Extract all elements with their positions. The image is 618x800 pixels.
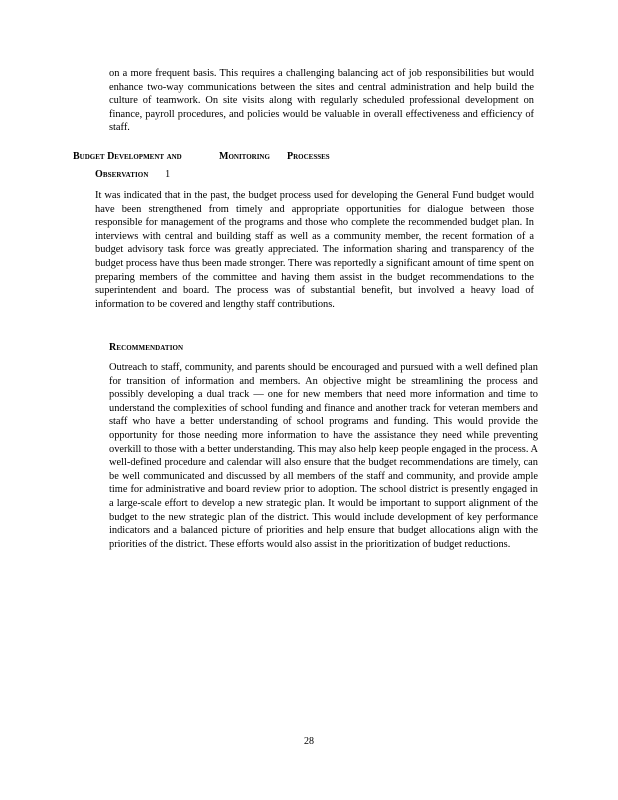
observation-label: Observation [95,169,149,180]
section-heading [73,151,330,162]
observation-heading [95,169,170,180]
observation-paragraph: It was indicated that in the past, the budget process used for developing the General Fund budget would have been strengthened from timely and appropriate opportunities for dialogue between those responsible for management of the programs and those who complete the recommended budget plan. In interviews with central and building staff as well as a community member, the recent formation of a budget advisory task force was greatly appreciated. The information sharing and transparency of the budget process have thus been made stronger. There was reportedly a significant amount of time spent on preparing members of the committee and having them assist in the budget recommendations to the superintendent and board. The process was of substantial benefit, but involved a heavy load of information to be covered and lengthy staff contributions. [95,190,534,310]
intro-paragraph: on a more frequent basis. This requires a challenging balancing act of job responsibilities but would enhance two-way communications between the sites and central administration and help build the culture of teamwork. On site visits along with regularly scheduled professional development on finance, payroll procedures, and policies would be valuable in overall effectiveness and efficiency of staff. [109,68,534,134]
page-number: 28 [304,736,314,747]
section-heading-part2: Monitoring [219,151,270,162]
recommendation-heading [109,342,183,353]
recommendation-paragraph: Outreach to staff, community, and parents should be encouraged and pursued with a well defined plan for transition of information and members. An objective might be streamlining the process and possibly developing a dual track — one for new members that need more information and time to understand the complexities of school funding and finance and another track for veteran members and staff who have a better understanding of school programs and funding. This would provide the opportunity for those needing more information to have the assistance they need while preventing overkill to those with a better understanding. This may also help keep people engaged in the process. A well-defined procedure and calendar will also ensure that the budget recommendations are timely, can be well communicated and discussed by all members of the staff and community, and provide ample time for administrative and board review prior to adoption. The school district is presently engaged in a large-scale effort to develop a new strategic plan. It would be important to support alignment of the budget to the new strategic plan of the district. This would include development of key performance indicators and a balanced picture of priorities and help ensure that budget allocations align with the priorities of the district. These efforts would also assist in the prioritization of budget reductions. [109,362,538,550]
observation-number: 1 [165,169,171,180]
section-heading-part3: Processes [287,151,330,162]
recommendation-label: Recommendation [109,342,184,353]
section-heading-part1: Budget Development and [73,151,182,162]
